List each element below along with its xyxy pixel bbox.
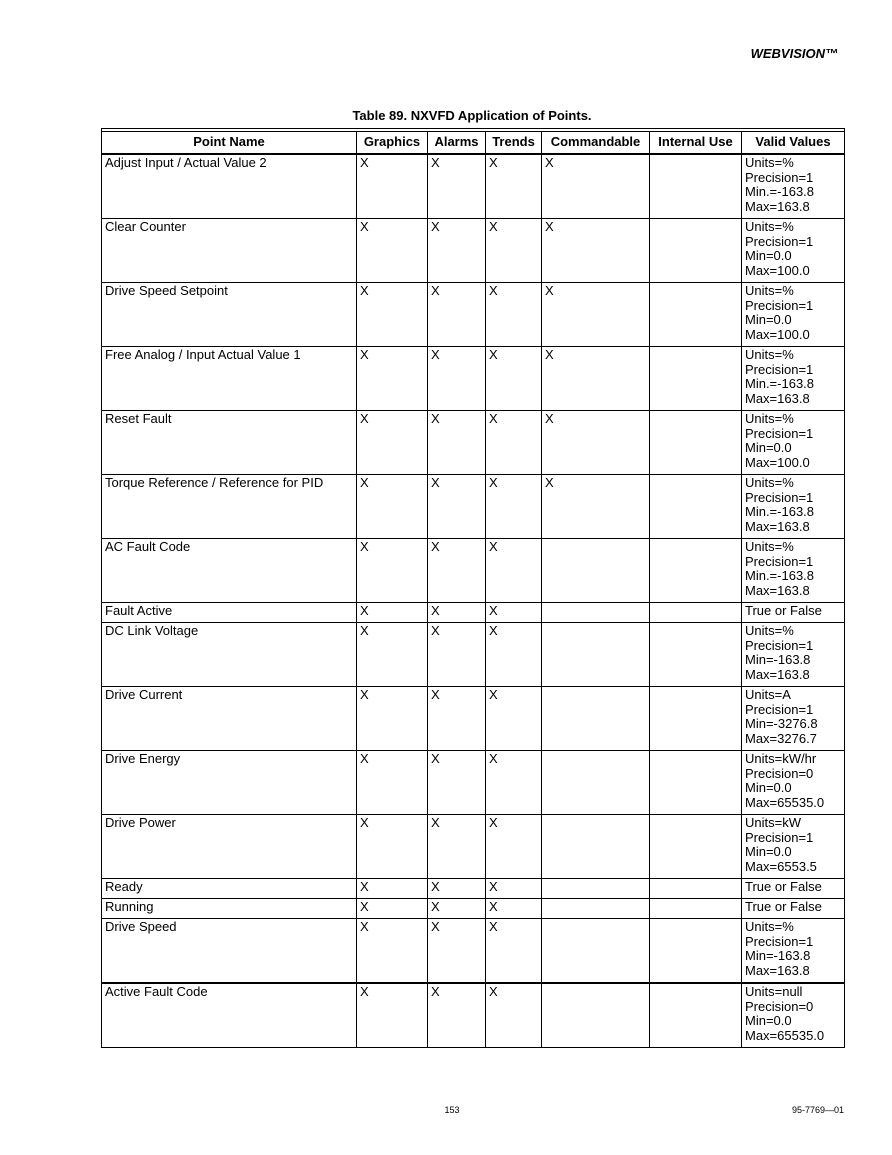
cell-trends: X <box>486 539 542 603</box>
cell-internal-use <box>650 815 742 879</box>
cell-internal-use <box>650 983 742 1048</box>
cell-point-name: Free Analog / Input Actual Value 1 <box>102 347 357 411</box>
cell-alarms: X <box>428 603 486 623</box>
cell-trends: X <box>486 815 542 879</box>
cell-valid-values: Units=% Precision=1 Min=0.0 Max=100.0 <box>742 283 845 347</box>
cell-trends: X <box>486 283 542 347</box>
cell-valid-values: Units=null Precision=0 Min=0.0 Max=65535.0 <box>742 983 845 1048</box>
cell-alarms: X <box>428 919 486 984</box>
cell-graphics: X <box>357 411 428 475</box>
cell-commandable: X <box>542 475 650 539</box>
cell-trends: X <box>486 411 542 475</box>
cell-point-name: DC Link Voltage <box>102 623 357 687</box>
cell-internal-use <box>650 751 742 815</box>
cell-point-name: Torque Reference / Reference for PID <box>102 475 357 539</box>
cell-graphics: X <box>357 687 428 751</box>
cell-commandable <box>542 539 650 603</box>
cell-internal-use <box>650 919 742 984</box>
header-row <box>102 132 845 155</box>
cell-internal-use <box>650 539 742 603</box>
cell-graphics: X <box>357 539 428 603</box>
cell-valid-values: Units=% Precision=1 Min=-163.8 Max=163.8 <box>742 623 845 687</box>
table-row <box>102 475 845 539</box>
cell-graphics: X <box>357 475 428 539</box>
cell-alarms: X <box>428 623 486 687</box>
cell-alarms: X <box>428 219 486 283</box>
cell-internal-use <box>650 603 742 623</box>
cell-graphics: X <box>357 919 428 984</box>
cell-point-name: Clear Counter <box>102 219 357 283</box>
table-row <box>102 623 845 687</box>
table-row <box>102 283 845 347</box>
cell-commandable <box>542 983 650 1048</box>
document-number: 95-7769—01 <box>791 1105 844 1115</box>
cell-commandable: X <box>542 411 650 475</box>
cell-alarms: X <box>428 475 486 539</box>
cell-point-name: Reset Fault <box>102 411 357 475</box>
cell-alarms: X <box>428 411 486 475</box>
cell-valid-values: Units=% Precision=1 Min.=-163.8 Max=163.8 <box>742 154 845 219</box>
cell-alarms: X <box>428 983 486 1048</box>
cell-graphics: X <box>357 879 428 899</box>
cell-internal-use <box>650 154 742 219</box>
cell-commandable <box>542 623 650 687</box>
cell-commandable <box>542 879 650 899</box>
col-header-trends: Trends <box>486 132 542 155</box>
cell-internal-use <box>650 283 742 347</box>
cell-point-name: Drive Speed Setpoint <box>102 283 357 347</box>
cell-alarms: X <box>428 879 486 899</box>
cell-valid-values: Units=kW/hr Precision=0 Min=0.0 Max=65535.0 <box>742 751 845 815</box>
cell-point-name: Drive Current <box>102 687 357 751</box>
table-row <box>102 603 845 623</box>
cell-valid-values: Units=% Precision=1 Min.=-163.8 Max=163.8 <box>742 539 845 603</box>
cell-graphics: X <box>357 603 428 623</box>
cell-trends: X <box>486 879 542 899</box>
cell-graphics: X <box>357 623 428 687</box>
cell-trends: X <box>486 623 542 687</box>
cell-internal-use <box>650 623 742 687</box>
col-header-point-name: Point Name <box>102 132 357 155</box>
cell-internal-use <box>650 411 742 475</box>
cell-valid-values: Units=% Precision=1 Min.=-163.8 Max=163.8 <box>742 475 845 539</box>
cell-valid-values: Units=% Precision=1 Min.=-163.8 Max=163.8 <box>742 347 845 411</box>
cell-trends: X <box>486 983 542 1048</box>
cell-trends: X <box>486 219 542 283</box>
cell-internal-use <box>650 687 742 751</box>
cell-trends: X <box>486 899 542 919</box>
cell-commandable <box>542 603 650 623</box>
table-row <box>102 899 845 919</box>
cell-valid-values: True or False <box>742 899 845 919</box>
cell-point-name: Drive Speed <box>102 919 357 984</box>
table-row <box>102 815 845 879</box>
cell-trends: X <box>486 347 542 411</box>
cell-alarms: X <box>428 899 486 919</box>
running-header-title: WEBVISION™ <box>750 46 838 61</box>
cell-alarms: X <box>428 283 486 347</box>
cell-alarms: X <box>428 815 486 879</box>
cell-point-name: Drive Energy <box>102 751 357 815</box>
cell-graphics: X <box>357 899 428 919</box>
cell-trends: X <box>486 154 542 219</box>
cell-commandable: X <box>542 283 650 347</box>
cell-point-name: Running <box>102 899 357 919</box>
cell-point-name: Drive Power <box>102 815 357 879</box>
cell-internal-use <box>650 347 742 411</box>
cell-commandable: X <box>542 154 650 219</box>
cell-valid-values: True or False <box>742 603 845 623</box>
cell-commandable <box>542 899 650 919</box>
col-header-valid-values: Valid Values <box>742 132 845 155</box>
cell-alarms: X <box>428 347 486 411</box>
cell-commandable <box>542 687 650 751</box>
cell-internal-use <box>650 879 742 899</box>
table-row <box>102 539 845 603</box>
cell-alarms: X <box>428 687 486 751</box>
cell-internal-use <box>650 899 742 919</box>
cell-commandable <box>542 815 650 879</box>
cell-point-name: Adjust Input / Actual Value 2 <box>102 154 357 219</box>
table-row <box>102 219 845 283</box>
table-row <box>102 919 845 984</box>
cell-graphics: X <box>357 154 428 219</box>
table-row <box>102 751 845 815</box>
points-table <box>101 128 845 1048</box>
page-number: 153 <box>444 1105 460 1115</box>
cell-trends: X <box>486 687 542 751</box>
cell-commandable <box>542 751 650 815</box>
cell-trends: X <box>486 919 542 984</box>
table-row <box>102 411 845 475</box>
table-row <box>102 687 845 751</box>
cell-alarms: X <box>428 539 486 603</box>
cell-commandable <box>542 919 650 984</box>
table-row <box>102 983 845 1048</box>
cell-graphics: X <box>357 219 428 283</box>
cell-valid-values: Units=% Precision=1 Min=0.0 Max=100.0 <box>742 411 845 475</box>
cell-valid-values: Units=kW Precision=1 Min=0.0 Max=6553.5 <box>742 815 845 879</box>
cell-valid-values: Units=% Precision=1 Min=-163.8 Max=163.8 <box>742 919 845 984</box>
cell-commandable: X <box>542 347 650 411</box>
cell-trends: X <box>486 475 542 539</box>
cell-internal-use <box>650 475 742 539</box>
col-header-alarms: Alarms <box>428 132 486 155</box>
cell-graphics: X <box>357 751 428 815</box>
cell-trends: X <box>486 751 542 815</box>
cell-point-name: AC Fault Code <box>102 539 357 603</box>
cell-valid-values: Units=% Precision=1 Min=0.0 Max=100.0 <box>742 219 845 283</box>
cell-internal-use <box>650 219 742 283</box>
table-row <box>102 347 845 411</box>
cell-trends: X <box>486 603 542 623</box>
cell-point-name: Ready <box>102 879 357 899</box>
col-header-graphics: Graphics <box>357 132 428 155</box>
cell-valid-values: Units=A Precision=1 Min=-3276.8 Max=3276.7 <box>742 687 845 751</box>
cell-graphics: X <box>357 283 428 347</box>
table-caption: Table 89. NXVFD Application of Points. <box>352 108 592 123</box>
table-row <box>102 154 845 219</box>
table-row <box>102 879 845 899</box>
cell-alarms: X <box>428 154 486 219</box>
cell-point-name: Active Fault Code <box>102 983 357 1048</box>
cell-graphics: X <box>357 983 428 1048</box>
cell-point-name: Fault Active <box>102 603 357 623</box>
col-header-commandable: Commandable <box>542 132 650 155</box>
cell-commandable: X <box>542 219 650 283</box>
cell-alarms: X <box>428 751 486 815</box>
cell-valid-values: True or False <box>742 879 845 899</box>
cell-graphics: X <box>357 347 428 411</box>
cell-graphics: X <box>357 815 428 879</box>
col-header-internal-use: Internal Use <box>650 132 742 155</box>
